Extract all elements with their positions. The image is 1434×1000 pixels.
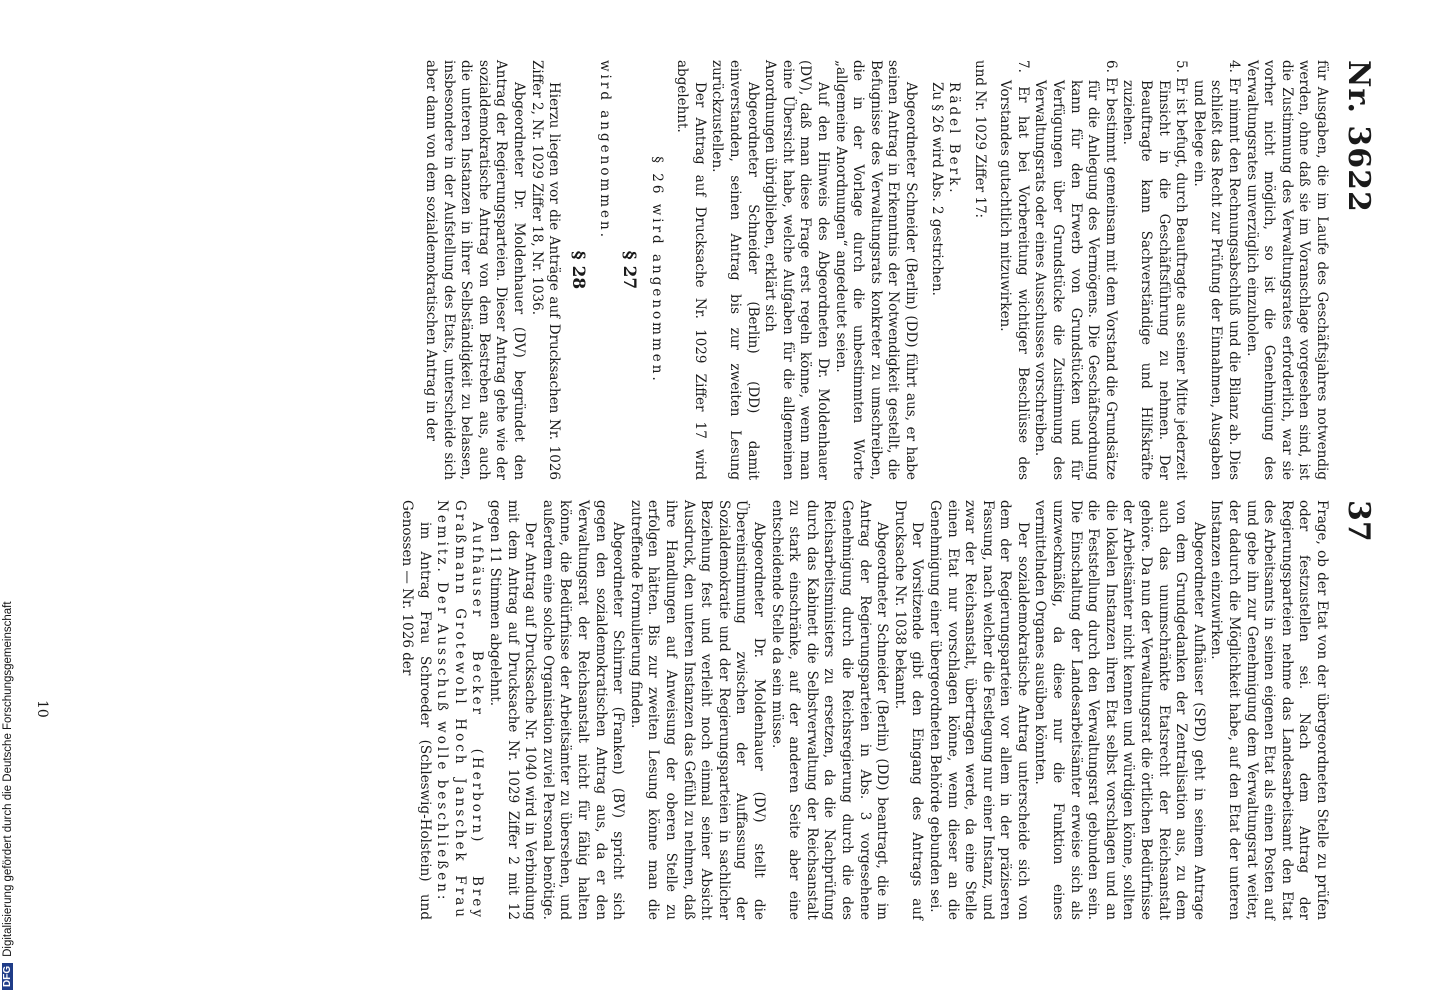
- names: Rädel Berk.: [946, 82, 963, 196]
- paragraph: Abgeordneter Dr. Moldenhauer (DV) stellt die Übereinstimmung zwischen der Auffassung der Sozialdemokratie und der Regierungsparteien in sachlicher Beziehung fest und verleiht noch einmal seiner Absicht Ausdruck, den unteren Instanzen das Gefühl zu nehmen, daß ihre Handlungen auf Anweisung der oberen Stelle zu erfolgen hätten. Bis zur zweiten Lesung könne man die zutreffende Formulierung finden.: [627, 500, 767, 920]
- section-heading: § 27: [619, 250, 640, 290]
- paragraph: für Ausgaben, die im Laufe des Geschäftsjahres notwendig werden, ohne daß sie im Voranschlage vorgesehen sind, ist die Zustimmung des Verwaltungsrates erforderlich, war sie vorher nicht möglich, so ist die Genehmigung des Verwaltungsrates unverzüglich einzuholen.: [1243, 60, 1330, 480]
- list-item: 7. Er hat bei Vorbereitung wichtiger Beschlüsse des Vorstandes gutachtlich mitzuwirken.: [997, 60, 1031, 480]
- dfg-funding-note: [2, 601, 14, 990]
- paragraph: Frage, ob der Etat von der übergeordneten Stelle zu prüfen oder festzustellen sei. Nach dem Antrag der Regierungsparteien nehme das Landesarbeitsamt den Etat des Arbeitsamts in seinen eigenen Etat als einen Posten auf und gebe ihn zur Genehmigung dem Verwaltungsrat weiter, der dadurch die Möglichkeit habe, auf den Etat der unteren Instanzen einzuwirken.: [1208, 500, 1330, 920]
- paragraph: Abgeordneter Dr. Moldenhauer (DV) begründet den Antrag der Regierungsparteien. Dieser Antrag gehe wie der sozialdemokratische Antrag von dem Bestreben aus, auch die unteren Instanzen in ihrer Selbständigkeit zu belassen, insbesondere in der Aufstellung des Etats, unterscheide sich aber dann von dem sozialdemokratischen Antrag in der: [423, 60, 528, 480]
- list-item: 5. Er ist befugt, durch Beauftragte aus seiner Mitte jederzeit Einsicht in die Geschäftsführung zu nehmen. Der Beauftragte kann Sachverständige und Hilfskräfte zuziehen.: [1120, 60, 1190, 480]
- paragraph: Aufhäuser Becker (Herborn) Brey Graßmann Grotewohl Hoch Janschek Frau Nemitz. Der Ausschuß wolle beschließen:: [434, 500, 486, 920]
- page-header: [1336, 60, 1376, 940]
- paragraph: Der Antrag auf Drucksache Nr. 1040 wird in Verbindung mit dem Antrag auf Drucksache Nr. 1029 Ziffer 2 mit 12 gegen 11 Stimmen abgelehnt.: [487, 500, 539, 920]
- paragraph: im Antrag Frau Schroeder (Schleswig-Holstein) und Genossen — Nr. 1026 der: [399, 500, 433, 920]
- paragraph: Zu § 26 wird Abs. 2 gestrichen.: [928, 82, 945, 296]
- paragraph: wird angenommen.: [597, 60, 614, 241]
- paragraph: § 26 wird angenommen.: [648, 156, 665, 384]
- paragraph: Abgeordneter Schneider (Berlin) (DD) damit einverstanden, seinen Antrag bis zur zweiten Lesung zurückzustellen.: [709, 60, 761, 480]
- paragraph: Abgeordneter Schneider (Berlin) (DD) führt aus, er habe seinen Antrag in Erkenntnis der Notwendigkeit gestellt, die Befugnisse des Verwaltungsrats konkreter zu umschreiben, die in der Vorlage durch die unbestimmten Worte „allgemeine Anordnungen“ angedeutet seien.: [832, 60, 919, 480]
- paragraph: Auf den Hinweis des Abgeordneten Dr. Moldenhauer (DV), daß man diese Frage erst regeln könne, wenn man eine Übersicht habe, welche Aufgaben für die allgemeinen Anordnungen übrigblieben, erklärt sich: [762, 60, 831, 480]
- paragraph: Abgeordneter Schneider (Berlin) (DD) beantragt, die im Antrag der Regierungsparteien in Abs. 3 vorgesehene Genehmigung durch die Reichsregierung durch die des Reichsarbeitsministers zu ersetzen, da die Nachprüfung durch das Kabinett die Selbstverwaltung der Reichsanstalt zu stark einschränke, auf der anderen Seite aber eine entscheidende Stelle da sein müsse.: [768, 500, 891, 920]
- dfg-logo: DFG: [2, 963, 13, 990]
- dfg-sidebar: [2, 0, 18, 1000]
- dfg-funding-text: Digitalisierung gefördert durch die Deutsche Forschungsgemeinschaft: [2, 601, 14, 957]
- paragraph: Der Antrag auf Drucksache Nr. 1029 Ziffer 17 wird abgelehnt.: [674, 60, 708, 480]
- section-heading: § 28: [567, 250, 588, 290]
- list-item: 4. Er nimmt den Rechnungsabschluß und die Bilanz ab. Dies schließt das Recht zur Prüfung der Einnahmen, Ausgaben und Belege ein.: [1190, 60, 1243, 480]
- list-item: 6. Er bestimmt gemeinsam mit dem Vorstand die Grundsätze für die Anlegung des Vermögens. Die Geschäftsordnung kann für den Erwerb von Grundstücken und für Verfügungen über Grundstücke die Zustimmung des Verwaltungsrats oder eines Ausschusses vorschreiben.: [1032, 60, 1119, 480]
- footer-number: 10: [34, 700, 50, 718]
- paragraph: Der Vorsitzende gibt den Eingang des Antrags auf Drucksache Nr. 1038 bekannt.: [891, 500, 926, 920]
- document-page: [20, 0, 1400, 1000]
- paragraph: Der sozialdemokratische Antrag unterscheide sich von dem der Regierungsparteien vor allem in der präziseren Fassung, nach welcher die Festlegung nur einer Instanz, und zwar der Reichsanstalt, übertragen werde, da eine Stelle einen Etat nur vorschlagen könne, wenn dieser an die Genehmigung einer übergeordneten Behörde gebunden sei.: [926, 500, 1031, 920]
- right-column: [398, 500, 1330, 920]
- document-number: Nr. 3622: [1341, 60, 1376, 213]
- paragraph: und Nr. 1029 Ziffer 17:: [971, 60, 988, 219]
- page-number: 37: [1341, 500, 1376, 542]
- paragraph: Abgeordneter Schirmer (Franken) (BV) spricht sich gegen den sozialdemokratischen Antrag aus, da er den Verwaltungsrat der Reichsanstalt nicht für fähig halten könne, die Bedürfnisse der Arbeitsämter zu übersehen, und außerdem eine solche Organisation zuviel Personal benötige.: [539, 500, 627, 920]
- paragraph: Hierzu liegen vor die Anträge auf Drucksachen Nr. 1026 Ziffer 2, Nr. 1029 Ziffer 18, Nr. 1036.: [528, 60, 563, 480]
- paragraph: Abgeordneter Aufhäuser (SPD) geht in seinem Antrage von dem Grundgedanken der Zentralisation aus, zu dem auch das unumschränkte Etatsrecht der Reichsanstalt gehöre. Da nun der Verwaltungsrat die örtlichen Bedürfnisse der Arbeitsämter nicht kennen und würdigen könne, sollten die lokalen Instanzen ihren Etat selbst vorschlagen und an die Feststellung durch den Verwaltungsrat gebunden sein. Die Einschaltung der Landesarbeitsämter erweise sich als unzweckmäßig, da diese nur die Funktion eines vermittelnden Organes ausüben könnten.: [1032, 500, 1207, 920]
- left-column: [422, 60, 1331, 480]
